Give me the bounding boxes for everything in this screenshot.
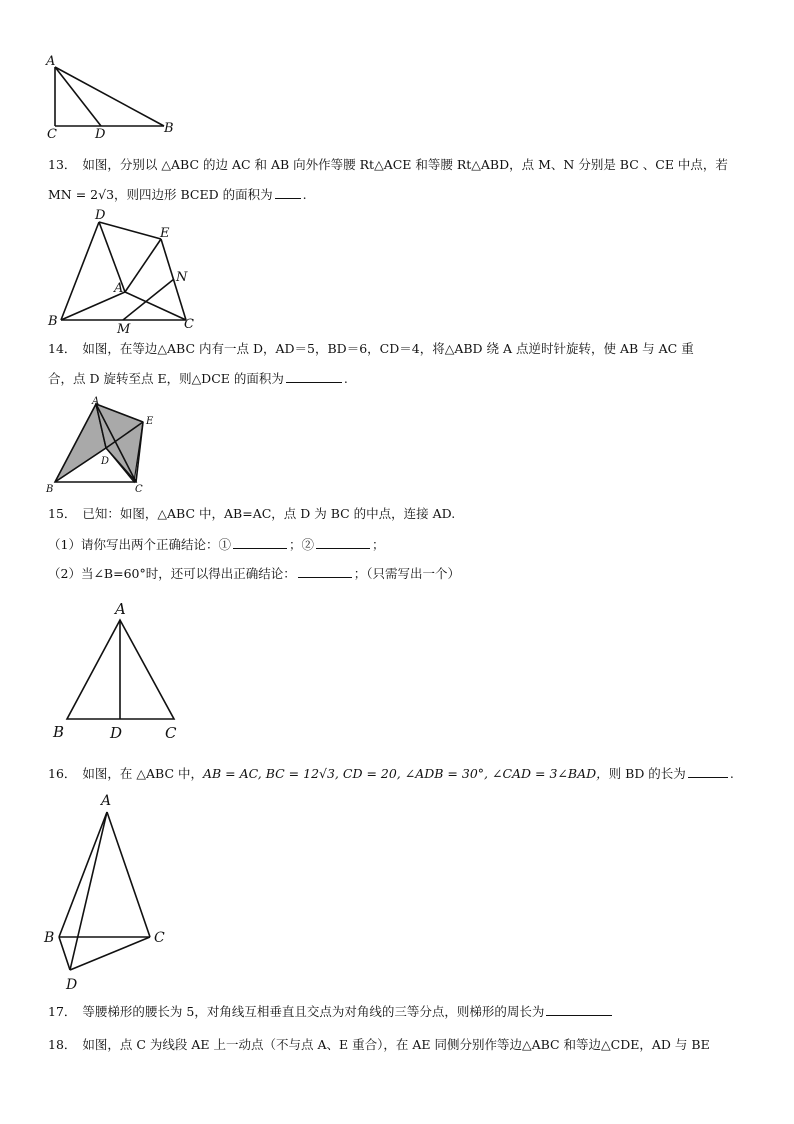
label-d: D [95, 208, 106, 223]
period: . [302, 187, 307, 202]
question-number: 17． [48, 1004, 77, 1019]
label-b: B [48, 314, 58, 329]
question-18 [48, 1036, 710, 1054]
math-expression: AB = AC, BC = 12√3, CD = 20, ∠ADB = 30°, ∠CAD = 3∠BAD， [202, 766, 609, 781]
question-text: 如图，点 C 为线段 AE 上一动点（不与点 A、E 重合），在 AE 同侧分别作等边△ABC 和等边△CDE，AD 与 BE [82, 1037, 710, 1052]
figure-q15 [50, 598, 190, 743]
label-d: D [110, 724, 123, 742]
question-number: 15． [48, 506, 77, 521]
label-a: A [115, 600, 126, 618]
label-a: A [114, 281, 124, 296]
question-text: MN = 2√3，则四边形 BCED 的面积为 [48, 187, 273, 202]
question-text: 如图，分别以 △ABC 的边 AC 和 AB 向外作等腰 Rt△ACE 和等腰 Rt△ABD，点 M、N 分别是 BC 、CE 中点，若 [82, 157, 728, 172]
label-c: C [165, 724, 177, 742]
separator: ；② [288, 537, 314, 552]
label-c: C [47, 127, 57, 142]
answer-blank[interactable] [688, 765, 728, 778]
answer-blank-3[interactable] [298, 565, 352, 578]
question-13-line2 [48, 186, 307, 204]
part-1-text: （1）请你写出两个正确结论：① [48, 537, 231, 552]
label-m: M [117, 322, 131, 337]
period: . [343, 371, 348, 386]
question-15-part2 [48, 565, 460, 583]
period: . [729, 766, 734, 781]
question-number: 13． [48, 157, 77, 172]
part-2-note: ；（只需写出一个） [353, 566, 461, 581]
label-e: E [146, 416, 154, 427]
label-a: A [92, 396, 100, 407]
label-a: A [101, 793, 112, 809]
question-number: 18． [48, 1037, 77, 1052]
figure-q13 [44, 207, 204, 337]
question-16 [48, 765, 734, 783]
figure-q14 [42, 396, 172, 496]
part-2-text: （2）当∠B=60°时，还可以得出正确结论： [48, 566, 296, 581]
question-14 [48, 340, 694, 358]
label-c: C [135, 484, 143, 495]
figure-q12 [40, 52, 190, 142]
label-c: C [184, 317, 194, 332]
label-e: E [160, 226, 170, 241]
label-d: D [95, 127, 106, 142]
answer-blank[interactable] [286, 370, 342, 383]
question-15 [48, 505, 455, 523]
answer-blank-2[interactable] [316, 536, 370, 549]
question-text: 则 BD 的长为 [608, 766, 686, 781]
label-b: B [164, 121, 174, 136]
question-number: 14． [48, 341, 77, 356]
question-text: 等腰梯形的腰长为 5，对角线互相垂直且交点为对角线的三等分点，则梯形的周长为 [82, 1004, 545, 1019]
question-text: 合，点 D 旋转至点 E，则△DCE 的面积为 [48, 371, 284, 386]
label-d: D [101, 456, 110, 467]
label-d: D [66, 977, 78, 993]
label-b: B [53, 723, 65, 741]
question-text: 如图，在等边△ABC 内有一点 D，AD＝5，BD＝6，CD＝4，将△ABD 绕 A 点逆时针旋转，使 AB 与 AC 重 [82, 341, 694, 356]
label-c: C [154, 930, 165, 946]
question-text: 已知：如图，△ABC 中，AB=AC，点 D 为 BC 的中点，连接 AD. [82, 506, 456, 521]
question-15-part1 [48, 536, 385, 554]
question-text: 如图，在 △ABC 中， [82, 766, 203, 781]
label-b: B [46, 484, 54, 495]
answer-blank[interactable] [546, 1003, 612, 1016]
label-a: A [46, 54, 56, 69]
label-n: N [176, 270, 188, 285]
question-14-line2 [48, 370, 348, 388]
label-b: B [44, 930, 55, 946]
figure-q16 [42, 790, 182, 1000]
question-17 [48, 1003, 614, 1021]
question-number: 16． [48, 766, 77, 781]
answer-blank[interactable] [275, 186, 301, 199]
answer-blank-1[interactable] [233, 536, 287, 549]
separator: ； [371, 537, 385, 552]
question-13 [48, 156, 728, 174]
